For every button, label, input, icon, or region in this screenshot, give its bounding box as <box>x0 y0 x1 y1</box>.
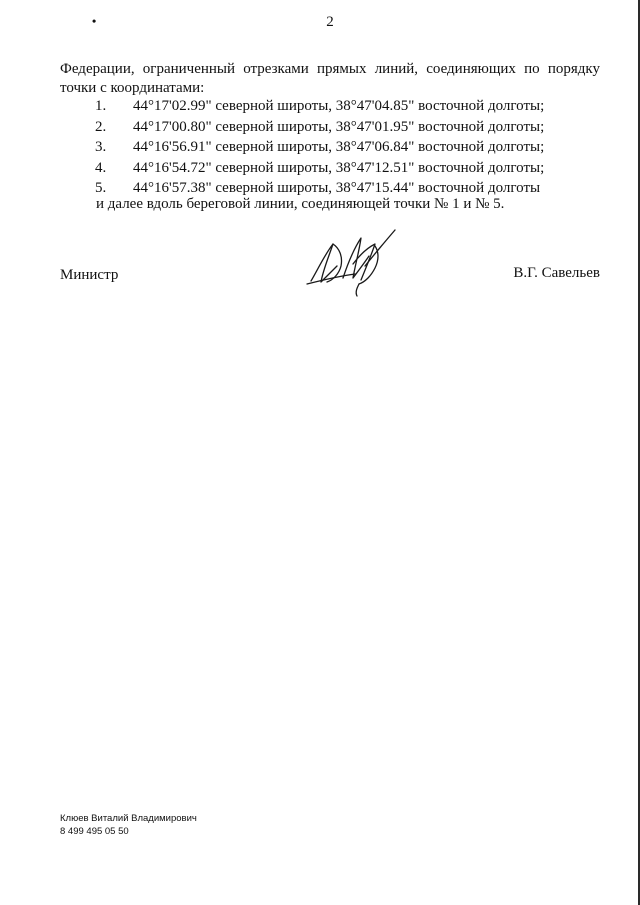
coordinate-number: 3. <box>95 139 107 155</box>
page-number: 2 <box>326 14 334 30</box>
coordinate-number: 5. <box>95 180 107 196</box>
executor-phone: 8 499 495 05 50 <box>60 826 129 837</box>
coordinate-text: 44°16'57.38" северной широты, 38°47'15.44" восточной долготы <box>133 180 541 196</box>
signatory-title: Министр <box>60 267 119 283</box>
coordinate-number: 1. <box>95 98 107 114</box>
handwritten-signature <box>303 226 403 302</box>
coordinate-text: 44°16'54.72" северной широты, 38°47'12.51" восточной долготы; <box>133 159 545 176</box>
top-mark: • <box>92 14 97 28</box>
intro-text-line-2: точки с координатами: <box>60 80 205 96</box>
coordinate-text: 44°16'56.91" северной широты, 38°47'06.84" восточной долготы; <box>133 139 545 155</box>
coordinate-number: 2. <box>95 118 107 135</box>
coordinate-text: 44°17'02.99" северной широты, 38°47'04.85" восточной долготы; <box>133 98 545 114</box>
executor-info <box>60 812 197 838</box>
coordinate-text: 44°17'00.80" северной широты, 38°47'01.95" восточной долготы; <box>133 118 545 135</box>
executor-name: Клюев Виталий Владимирович <box>60 813 197 824</box>
coordinate-number: 4. <box>95 159 107 176</box>
signatory-name: В.Г. Савельев <box>513 265 600 281</box>
closing-text: и далее вдоль береговой линии, соединяющей точки № 1 и № 5. <box>96 196 505 212</box>
intro-text-line-1: Федерации, ограниченный отрезками прямых линий, соединяющих по порядку <box>60 61 600 77</box>
